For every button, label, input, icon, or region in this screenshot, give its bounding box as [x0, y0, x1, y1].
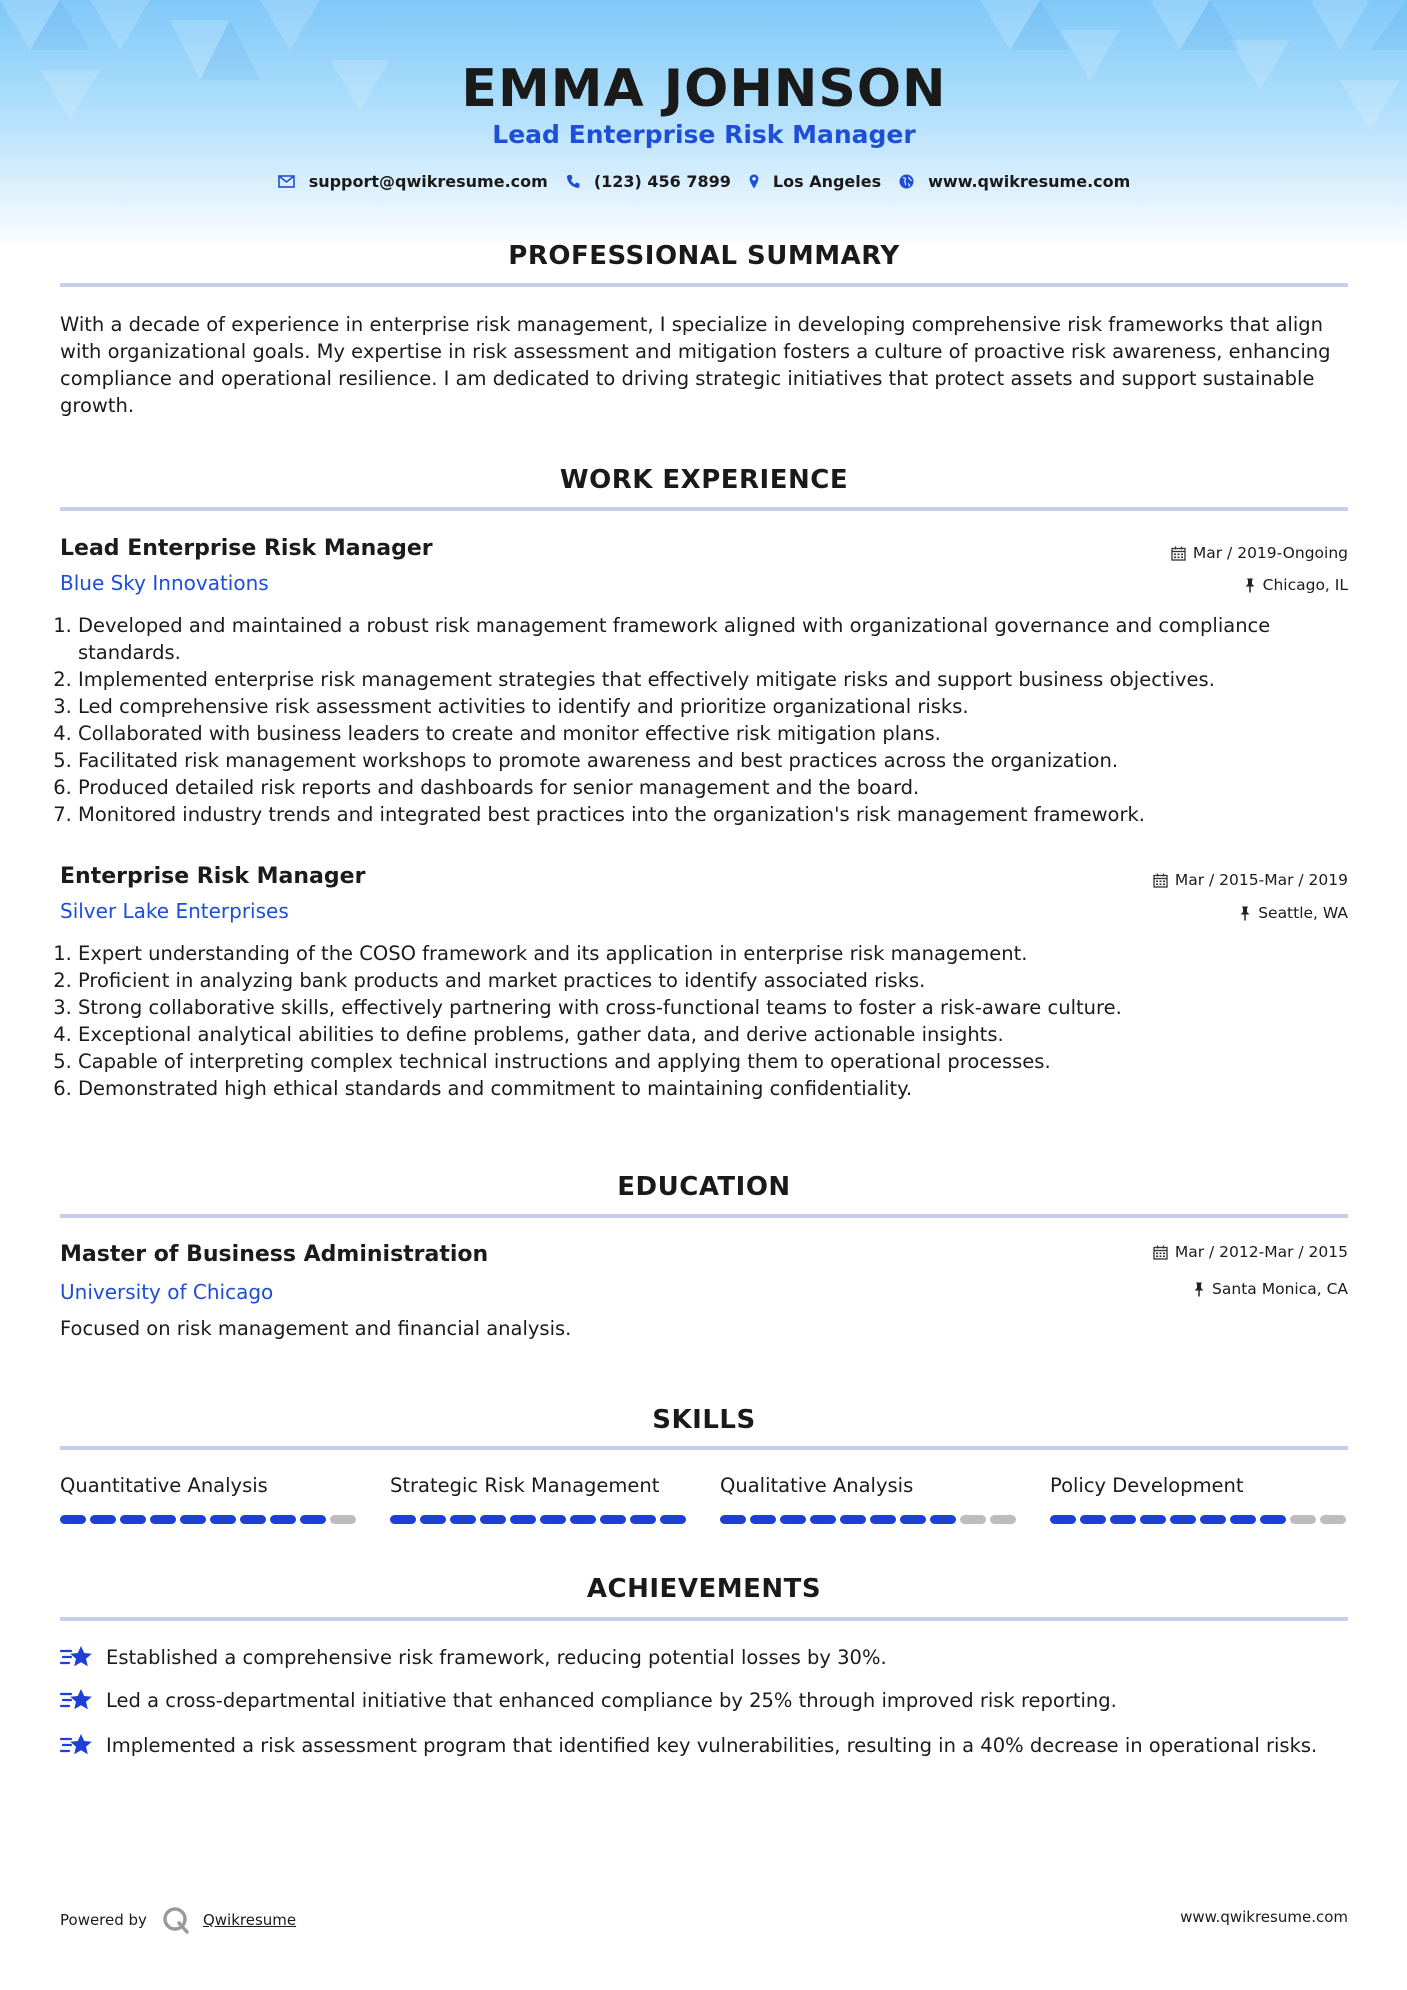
achievement-item: [60, 1643, 887, 1671]
list-item: 4. Exceptional analytical abilities to define problems, gather data, and derive actionable insights.: [78, 1021, 1366, 1048]
skill-level-segment: [60, 1515, 86, 1524]
envelope-icon: [278, 175, 295, 188]
section-divider: [60, 1446, 1348, 1450]
education-location-text: Santa Monica, CA: [1212, 1280, 1348, 1298]
skill-level-segment: [150, 1515, 176, 1524]
achievement-text: Implemented a risk assessment program that identified key vulnerabilities, resulting in a 40% decrease in operational risks.: [106, 1733, 1318, 1757]
skill-level-segment: [390, 1515, 416, 1524]
list-item: 5. Capable of interpreting complex technical instructions and applying them to operational processes.: [78, 1048, 1366, 1075]
skill-item: [1050, 1473, 1350, 1524]
contact-bar: [60, 172, 1348, 191]
section-title-skills: SKILLS: [652, 1405, 756, 1435]
skill-level-segment: [1080, 1515, 1106, 1524]
powered-by: [60, 1905, 296, 1935]
school-name: University of Chicago: [60, 1280, 274, 1304]
skill-level-segment: [1200, 1515, 1226, 1524]
skill-level-bar: [720, 1515, 1020, 1524]
list-item: 5. Facilitated risk management workshops to promote awareness and best practices across the organization.: [78, 747, 1366, 774]
skill-level-segment: [120, 1515, 146, 1524]
skill-level-segment: [270, 1515, 296, 1524]
skill-level-segment: [1230, 1515, 1256, 1524]
list-item: 6. Produced detailed risk reports and dashboards for senior management and the board.: [78, 774, 1366, 801]
skill-level-segment: [750, 1515, 776, 1524]
company-name: Silver Lake Enterprises: [60, 899, 289, 923]
contact-phone[interactable]: [566, 172, 731, 191]
skill-level-segment: [240, 1515, 266, 1524]
skill-level-segment: [420, 1515, 446, 1524]
pushpin-icon: [1193, 1282, 1205, 1297]
skill-level-segment: [870, 1515, 896, 1524]
skill-level-segment: [1050, 1515, 1076, 1524]
skill-level-segment: [540, 1515, 566, 1524]
skill-item: [720, 1473, 1020, 1524]
skill-level-segment: [900, 1515, 926, 1524]
skill-level-segment: [1320, 1515, 1346, 1524]
list-item: 3. Led comprehensive risk assessment activities to identify and prioritize organizational risks.: [78, 693, 1366, 720]
globe-icon: [899, 174, 914, 189]
star-icon: [60, 1643, 94, 1671]
degree-title: Master of Business Administration: [60, 1242, 489, 1267]
job-location-text: Seattle, WA: [1258, 904, 1348, 922]
job-dates: [1153, 869, 1348, 891]
footer: [60, 1900, 1348, 1930]
powered-by-label: Powered by: [60, 1911, 147, 1929]
list-item: 3. Strong collaborative skills, effectively partnering with cross-functional teams to foster a risk-aware culture.: [78, 994, 1366, 1021]
list-item: 1. Expert understanding of the COSO framework and its application in enterprise risk management.: [78, 940, 1366, 967]
job-title: Enterprise Risk Manager: [60, 864, 366, 889]
skill-level-segment: [510, 1515, 536, 1524]
summary-text: With a decade of experience in enterprise risk management, I specialize in developing comprehensive risk frameworks that align with organizational goals. My expertise in risk assessment and mitigation fosters a culture of proactive risk awareness, enhancing compliance and operational resilience. I am dedicated to driving strategic initiatives that protect assets and support sustainable growth.: [60, 313, 1331, 417]
list-item: 6. Demonstrated high ethical standards and commitment to maintaining confidentiality.: [78, 1075, 1366, 1102]
contact-email[interactable]: [278, 172, 548, 191]
education-location: [1193, 1278, 1348, 1300]
qwikresume-logo-icon: [161, 1905, 191, 1935]
skill-item: [390, 1473, 690, 1524]
list-item: 2. Implemented enterprise risk management strategies that effectively mitigate risks and support business objectives.: [78, 666, 1366, 693]
company-name: Blue Sky Innovations: [60, 571, 269, 595]
contact-email-text: support@qwikresume.com: [308, 172, 548, 191]
skill-level-segment: [300, 1515, 326, 1524]
candidate-name: EMMA JOHNSON: [461, 59, 947, 119]
skill-level-bar: [1050, 1515, 1350, 1524]
job-bullets: [60, 612, 1366, 828]
pushpin-icon: [1244, 578, 1256, 593]
skill-label: Qualitative Analysis: [720, 1474, 914, 1497]
list-item: 4. Collaborated with business leaders to create and monitor effective risk mitigation plans.: [78, 720, 1366, 747]
skill-label: Policy Development: [1050, 1474, 1244, 1497]
contact-phone-text: (123) 456 7899: [593, 172, 731, 191]
job-bullets: [60, 940, 1366, 1102]
section-divider: [60, 507, 1348, 511]
skill-level-segment: [570, 1515, 596, 1524]
skill-level-segment: [630, 1515, 656, 1524]
job-title: Lead Enterprise Risk Manager: [60, 536, 433, 561]
contact-location-text: Los Angeles: [772, 172, 882, 191]
list-item: 2. Proficient in analyzing bank products and market practices to identify associated risks.: [78, 967, 1366, 994]
skill-level-segment: [660, 1515, 686, 1524]
achievement-item: [60, 1731, 1317, 1759]
skill-level-segment: [480, 1515, 506, 1524]
job-dates: [1171, 542, 1348, 564]
achievement-text: Led a cross-departmental initiative that enhanced compliance by 25% through improved risk reporting.: [106, 1688, 1117, 1712]
education-dates: [1153, 1241, 1348, 1263]
skill-label: Strategic Risk Management: [390, 1474, 660, 1497]
skill-level-segment: [990, 1515, 1016, 1524]
pushpin-icon: [1239, 906, 1251, 921]
map-pin-icon: [749, 174, 759, 189]
skill-level-segment: [1260, 1515, 1286, 1524]
footer-website[interactable]: www.qwikresume.com: [1180, 1908, 1348, 1926]
skill-level-segment: [930, 1515, 956, 1524]
education-dates-text: Mar / 2012-Mar / 2015: [1174, 1243, 1348, 1261]
skill-level-segment: [780, 1515, 806, 1524]
skill-item: [60, 1473, 360, 1524]
skill-level-segment: [330, 1515, 356, 1524]
list-item: 1. Developed and maintained a robust risk management framework aligned with organizational governance and compliance standards.: [78, 612, 1366, 666]
achievement-item: [60, 1686, 1117, 1714]
skill-level-segment: [600, 1515, 626, 1524]
job-location: [1244, 574, 1348, 596]
skill-level-bar: [60, 1515, 360, 1524]
skill-level-segment: [810, 1515, 836, 1524]
skill-level-segment: [840, 1515, 866, 1524]
job-dates-text: Mar / 2015-Mar / 2019: [1174, 871, 1348, 889]
skill-level-segment: [960, 1515, 986, 1524]
job-dates-text: Mar / 2019-Ongoing: [1192, 544, 1348, 562]
contact-location: [749, 172, 881, 191]
list-item: 7. Monitored industry trends and integrated best practices into the organization's risk management framework.: [78, 801, 1366, 828]
calendar-icon: [1171, 546, 1186, 561]
contact-website[interactable]: [899, 172, 1130, 191]
star-icon: [60, 1686, 94, 1714]
phone-icon: [566, 174, 580, 189]
skill-level-segment: [1290, 1515, 1316, 1524]
brand-link[interactable]: Qwikresume: [202, 1911, 297, 1929]
section-title-summary: PROFESSIONAL SUMMARY: [508, 241, 900, 271]
skill-level-segment: [1110, 1515, 1136, 1524]
section-title-achievements: ACHIEVEMENTS: [586, 1574, 822, 1604]
skill-level-segment: [720, 1515, 746, 1524]
skill-level-segment: [1140, 1515, 1166, 1524]
skill-level-segment: [210, 1515, 236, 1524]
skill-level-segment: [1170, 1515, 1196, 1524]
section-divider: [60, 1214, 1348, 1218]
skill-label: Quantitative Analysis: [60, 1474, 268, 1497]
section-title-education: EDUCATION: [617, 1172, 791, 1202]
skill-level-segment: [180, 1515, 206, 1524]
section-divider: [60, 1617, 1348, 1621]
calendar-icon: [1153, 1245, 1168, 1260]
achievement-text: Established a comprehensive risk framework, reducing potential losses by 30%.: [106, 1645, 887, 1669]
education-description: Focused on risk management and financial analysis.: [60, 1317, 572, 1340]
job-location: [1239, 902, 1348, 924]
skill-level-segment: [90, 1515, 116, 1524]
section-divider: [60, 283, 1348, 287]
skill-level-bar: [390, 1515, 690, 1524]
calendar-icon: [1153, 873, 1168, 888]
job-location-text: Chicago, IL: [1262, 576, 1348, 594]
candidate-role: Lead Enterprise Risk Manager: [492, 120, 916, 149]
contact-website-text: www.qwikresume.com: [928, 172, 1131, 191]
section-title-experience: WORK EXPERIENCE: [559, 465, 849, 495]
star-icon: [60, 1731, 94, 1759]
skill-level-segment: [450, 1515, 476, 1524]
